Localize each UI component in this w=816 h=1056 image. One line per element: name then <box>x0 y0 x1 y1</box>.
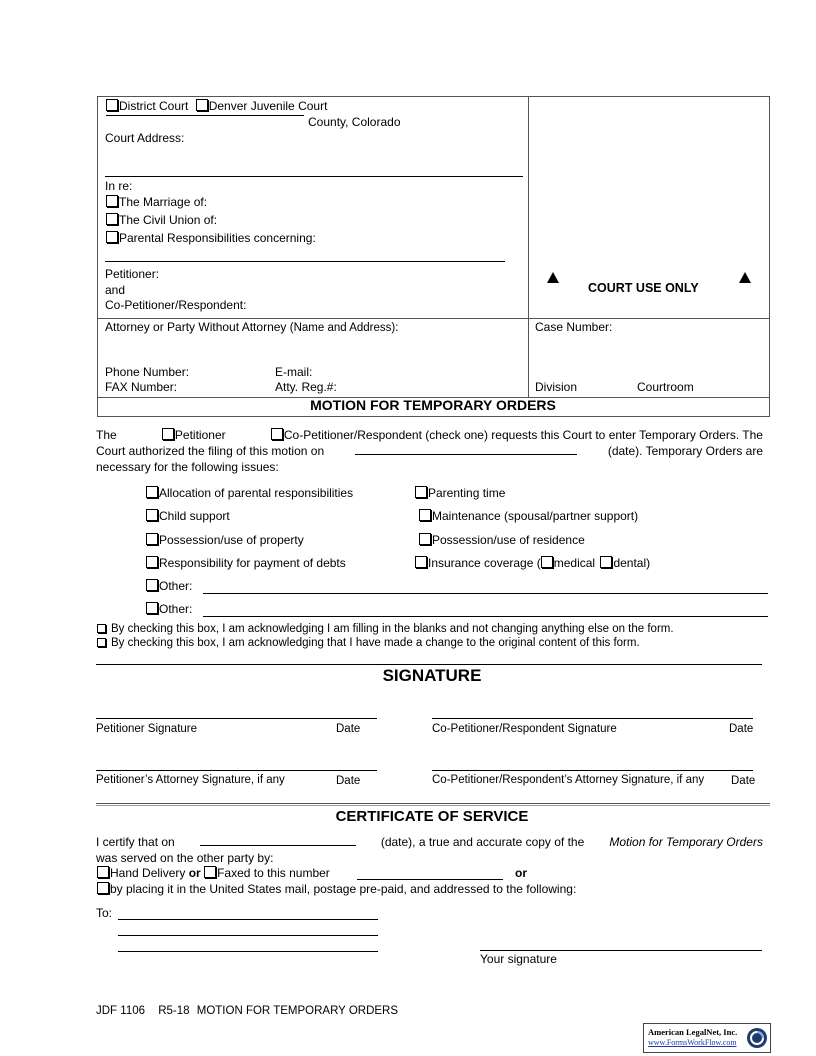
logo-name: American LegalNet, Inc. <box>648 1027 738 1037</box>
acknowledgment-1-label: By checking this box, I am acknowledging I am filling in the blanks and not changing anything else on the form. <box>111 623 674 635</box>
other-1-label: Other: <box>159 579 193 593</box>
footer <box>96 1005 398 1017</box>
acknowledgment-1 <box>97 623 674 635</box>
issue-right-2 <box>419 509 638 523</box>
district-court-label: District Court <box>119 99 189 113</box>
parental-responsibilities-checkbox[interactable] <box>106 231 118 243</box>
division-label: Division <box>535 380 578 394</box>
issue-right-3-label: Possession/use of residence <box>432 533 585 547</box>
parental-responsibilities-option <box>106 231 316 245</box>
issue-left-1 <box>146 486 353 500</box>
authorized-date-blank[interactable] <box>355 443 577 455</box>
co-petitioner-signature-label: Co-Petitioner/Respondent Signature <box>432 723 617 735</box>
court-options <box>106 99 327 113</box>
co-petitioner-attorney-signature-date: Date <box>731 775 756 787</box>
parental-responsibilities-label: Parental Responsibilities concerning: <box>119 231 316 245</box>
county-suffix: County, Colorado <box>308 115 401 129</box>
certificate-line1-italic: Motion for Temporary Orders <box>609 835 763 849</box>
issue-right-1-checkbox[interactable] <box>415 486 427 498</box>
acknowledgment-2-label: By checking this box, I am acknowledging that I have made a change to the original content of this form. <box>111 637 640 649</box>
section-rule <box>96 803 770 806</box>
intro-line3: necessary for the following issues: <box>96 460 279 474</box>
civil-union-checkbox[interactable] <box>106 213 118 225</box>
to-label: To: <box>96 906 113 920</box>
other-1-blank[interactable] <box>203 593 768 594</box>
service-method-mail <box>97 882 576 896</box>
medical-checkbox[interactable] <box>541 556 553 568</box>
address-line-2[interactable] <box>118 935 378 936</box>
denver-juvenile-court-checkbox[interactable] <box>196 99 208 111</box>
acknowledgment-1-checkbox[interactable] <box>97 624 106 633</box>
medical-label: medical <box>553 556 596 570</box>
court-address-label: Court Address: <box>105 131 185 145</box>
issue-right-3-checkbox[interactable] <box>419 533 431 545</box>
co-petitioner-checkbox[interactable] <box>271 428 283 440</box>
co-petitioner-label: Co-Petitioner/Respondent: <box>105 298 247 312</box>
mail-label: by placing it in the United States mail, postage pre-paid, and addressed to the following: <box>110 882 577 896</box>
issue-left-3-checkbox[interactable] <box>146 533 158 545</box>
mail-checkbox[interactable] <box>97 882 109 894</box>
signature-heading: SIGNATURE <box>382 666 482 685</box>
marriage-label: The Marriage of: <box>119 195 208 209</box>
intro-the: The <box>96 428 117 442</box>
caption-rule <box>97 318 769 319</box>
intro-paragraph <box>96 427 763 475</box>
case-number-label: Case Number: <box>535 320 613 334</box>
petitioner-signature-line[interactable] <box>96 718 377 719</box>
petitioner-attorney-signature-label: Petitioner’s Attorney Signature, if any <box>96 774 285 786</box>
issue-left-1-label: Allocation of parental responsibilities <box>159 486 354 500</box>
district-court-checkbox[interactable] <box>106 99 118 111</box>
issue-left-2 <box>146 509 230 523</box>
footer-revision: R5-18 <box>158 1005 190 1017</box>
issue-left-4-label: Responsibility for payment of debts <box>159 556 346 570</box>
issue-left-3-label: Possession/use of property <box>159 533 304 547</box>
petitioner-label: Petitioner: <box>105 267 160 281</box>
or-label-2: or <box>515 866 527 880</box>
civil-union-option <box>106 213 217 227</box>
certificate-line2: was served on the other party by: <box>96 851 274 865</box>
insurance-checkbox[interactable] <box>415 556 427 568</box>
caption-divider <box>528 96 529 398</box>
issue-left-2-label: Child support <box>159 509 230 523</box>
parties-blank[interactable] <box>105 261 505 262</box>
issue-left-1-checkbox[interactable] <box>146 486 158 498</box>
service-date-blank[interactable] <box>200 834 356 846</box>
certificate-line1-b: (date), a true and accurate copy of the <box>380 835 585 849</box>
intro-line2-b: (date). Temporary Orders are <box>607 444 763 458</box>
co-petitioner-signature-date: Date <box>729 723 754 735</box>
issue-right-3 <box>419 533 585 547</box>
intro-co-petitioner: Co-Petitioner/Respondent (check one) requests this Court to enter Temporary Orders. The <box>283 428 763 442</box>
marriage-option <box>106 195 207 209</box>
issue-left-4 <box>146 556 346 570</box>
attorney-label-sub: (Name and Address): <box>289 322 399 334</box>
your-signature-line[interactable] <box>480 950 762 951</box>
address-line-1[interactable] <box>118 919 378 920</box>
attorney-label <box>105 320 398 334</box>
fax-label: FAX Number: <box>105 380 178 394</box>
issue-left-4-checkbox[interactable] <box>146 556 158 568</box>
marriage-checkbox[interactable] <box>106 195 118 207</box>
other-1-checkbox[interactable] <box>146 579 158 591</box>
atty-reg-label: Atty. Reg.#: <box>275 380 337 394</box>
issue-left-3 <box>146 533 304 547</box>
or-label-1: or <box>188 866 201 880</box>
address-line-3[interactable] <box>118 951 378 952</box>
issue-right-4 <box>415 556 650 570</box>
petitioner-attorney-signature-line[interactable] <box>96 770 377 771</box>
county-blank[interactable] <box>106 115 304 116</box>
co-petitioner-signature-line[interactable] <box>432 718 753 719</box>
petitioner-checkbox[interactable] <box>162 428 174 440</box>
other-1 <box>146 579 192 593</box>
caption-box <box>97 96 770 417</box>
issue-left-2-checkbox[interactable] <box>146 509 158 521</box>
intro-line2-a: Court authorized the filing of this motion on <box>96 444 325 458</box>
co-petitioner-attorney-signature-line[interactable] <box>432 770 753 771</box>
footer-form-id: JDF 1106 <box>96 1005 146 1017</box>
faxed-label: Faxed to this number <box>217 866 330 880</box>
logo-swirl-icon <box>746 1027 768 1049</box>
acknowledgment-rule <box>96 664 762 665</box>
phone-label: Phone Number: <box>105 365 190 379</box>
form-title: MOTION FOR TEMPORARY ORDERS <box>310 397 556 413</box>
certificate-heading: CERTIFICATE OF SERVICE <box>335 808 529 825</box>
hand-delivery-checkbox[interactable] <box>97 866 109 878</box>
denver-juvenile-court-label: Denver Juvenile Court <box>208 99 328 113</box>
issue-right-2-label: Maintenance (spousal/partner support) <box>432 509 639 523</box>
co-petitioner-attorney-signature-label: Co-Petitioner/Respondent’s Attorney Signature, if any <box>432 774 705 786</box>
triangle-left-icon <box>547 272 559 286</box>
american-legalnet-logo <box>643 1023 771 1053</box>
other-2-checkbox[interactable] <box>146 602 158 614</box>
footer-title: MOTION FOR TEMPORARY ORDERS <box>196 1005 399 1017</box>
other-2-label: Other: <box>159 602 193 616</box>
issue-right-1 <box>415 486 505 500</box>
fax-number-blank[interactable] <box>357 879 503 880</box>
petitioner-attorney-signature-date: Date <box>336 775 361 787</box>
issue-right-2-checkbox[interactable] <box>419 509 431 521</box>
petitioner-signature-label: Petitioner Signature <box>96 723 198 735</box>
faxed-checkbox[interactable] <box>204 866 216 878</box>
intro-petitioner: Petitioner <box>174 428 226 442</box>
civil-union-label: The Civil Union of: <box>119 213 218 227</box>
other-2 <box>146 602 192 616</box>
certificate-line1-a: I certify that on <box>96 835 175 849</box>
other-2-blank[interactable] <box>203 616 768 617</box>
certificate-paragraph <box>96 834 763 866</box>
logo-url[interactable]: www.FormsWorkFlow.com <box>648 1038 737 1047</box>
petitioner-signature-date: Date <box>336 723 361 735</box>
court-use-only: COURT USE ONLY <box>588 281 699 295</box>
dental-label: dental) <box>613 556 651 570</box>
in-re-label: In re: <box>105 179 133 193</box>
issue-right-1-label: Parenting time <box>428 486 506 500</box>
acknowledgment-2 <box>97 637 640 649</box>
service-method-1 <box>97 866 330 880</box>
triangle-right-icon <box>739 272 751 286</box>
and-label: and <box>105 283 126 297</box>
dental-checkbox[interactable] <box>600 556 612 568</box>
your-signature-label: Your signature <box>480 952 557 966</box>
insurance-label: Insurance coverage ( <box>428 556 541 570</box>
courtroom-label: Courtroom <box>637 380 694 394</box>
hand-delivery-label: Hand Delivery <box>110 866 186 880</box>
court-address-blank[interactable] <box>105 176 523 177</box>
attorney-label-main: Attorney or Party Without Attorney <box>105 320 287 334</box>
acknowledgment-2-checkbox[interactable] <box>97 638 106 647</box>
email-label: E-mail: <box>275 365 313 379</box>
